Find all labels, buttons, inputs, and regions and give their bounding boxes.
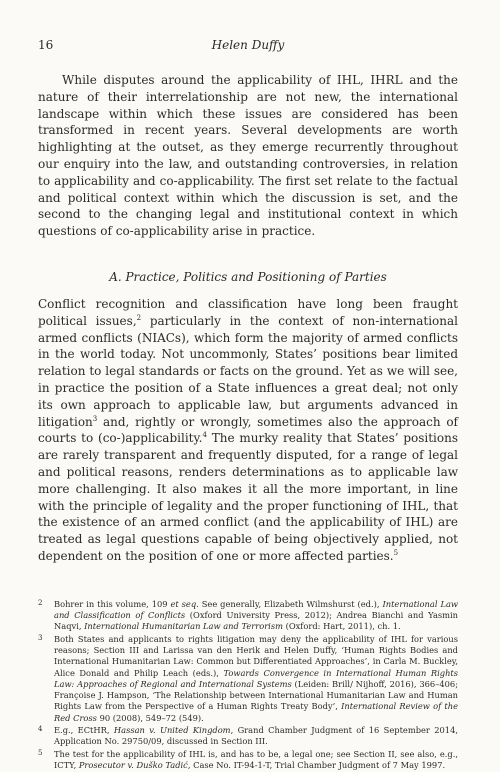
- footnotes: [38, 599, 458, 771]
- footnote-text: . See generally, Elizabeth Wilmshurst (ed.),: [196, 598, 383, 609]
- footnote-2: [38, 599, 458, 633]
- footnote-text: E.g., ECtHR,: [54, 724, 114, 735]
- body-text-2: particularly in the context of non-international armed conflicts (NIACs), which form the majority of armed conflicts in the world today. Not uncommonly, States’ positions bear limited relation to legal standards or facts on the ground. Yet as we will see, in practice the position of a State influences a great deal; not only its own approach to applicable law, but arguments advanced in litigation: [38, 313, 458, 429]
- footnote-italic: International Review of the Red Cross: [54, 701, 459, 723]
- footnote-number: 3: [38, 633, 43, 642]
- footnote-ref-5: 5: [393, 548, 399, 557]
- body-text-1: Conflict recognition and classification have long been fraught political issues,: [38, 296, 458, 328]
- footnote-italic: Prosecutor v. Duško Tadić: [78, 759, 188, 770]
- running-head: Helen Duffy: [211, 38, 285, 52]
- book-page: [38, 38, 458, 772]
- footnote-text: The test for the applicability of IHL is, and has to be, a legal one; see Section II, see also, e.g., ICTY,: [54, 748, 458, 770]
- body-text-3: and, rightly or wrongly, sometimes also the approach of courts to (co-)applicability.: [38, 414, 458, 446]
- footnote-text: 90 (2008), 549–72 (549).: [96, 712, 204, 723]
- body-text-4: The murky reality that States’ positions are rarely transparent and frequently disputed, for a range of legal and political reasons, renders determinations as to applicable law more challenging. It also makes it all the more important, in line with the principle of legality and the proper functioning of IHL, that the existence of an armed conflict (and the applicability of IHL) are treated as legal questions capable of being objectively applied, not dependent on the position of one or more affected parties.: [38, 431, 459, 563]
- intro-paragraph: While disputes around the applicability of IHL, IHRL and the nature of their interrelationship are not new, the international landscape within which these issues are considered has been transformed in recent years. Several developments are worth highlighting at the outset, as they emerge recurrently throughout our enquiry into the law, and outstanding controversies, in relation to applicability and co-applicability. The first set relate to the factual and political context within which the discussion is set, and the second to the changing legal and institutional context in which questions of co-applicability arise in practice.: [38, 73, 458, 239]
- footnote-italic: International Law and Classification of Conflicts: [54, 598, 458, 621]
- footnote-number: 2: [38, 598, 43, 607]
- footnote-italic: International Humanitarian Law and Terrorism: [84, 621, 283, 632]
- footnote-5: [38, 749, 458, 772]
- footnote-4: [38, 725, 458, 748]
- footnote-text: Both States and applicants to rights litigation may deny the applicability of IHL for various reasons; Section III and Larissa van den Herik and Helen Duffy, ‘Human Rights Bodies and International Humanitarian Law: Common but Differentiated Approaches’, in Carla M. Buckley, Alice Donald and Philip Leach (eds.),: [54, 633, 458, 678]
- footnote-text: (Oxford: Hart, 2011), ch. 1.: [282, 621, 401, 632]
- footnote-ref-4: 4: [202, 431, 207, 440]
- footnote-number: 4: [38, 724, 43, 733]
- footnote-3: [38, 634, 458, 724]
- footnote-italic: et seq: [170, 598, 197, 609]
- footnote-italic: Hassan v. United Kingdom: [113, 724, 231, 735]
- page-header: [38, 38, 458, 58]
- footnote-text: (Leiden: Brill/ Nijhoff, 2016), 366–406; Françoise J. Hampson, ‘The Relationship between International Humanitarian Law and Human Rights Law from the Perspective of a Human Rights Treaty Body’,: [54, 678, 458, 712]
- footnote-text: (Oxford University Press, 2012); Andrea Bianchi and Yasmin Naqvi,: [54, 610, 459, 632]
- footnote-text: , Grand Chamber Judgment of 16 September 2014, Application No. 29750/09, discussed in Section III.: [54, 724, 458, 747]
- footnote-ref-3: 3: [92, 414, 98, 423]
- body-paragraph: [38, 296, 458, 565]
- section-heading: A. Practice, Politics and Positioning of Parties: [109, 269, 387, 284]
- footnote-text: Bohrer in this volume, 109: [54, 598, 171, 609]
- footnote-number: 5: [38, 748, 43, 757]
- footnote-italic: Towards Convergence in International Human Rights Law: Approaches of Regional and International Systems: [54, 667, 458, 689]
- page-number: 16: [38, 38, 54, 52]
- footnote-ref-2: 2: [136, 313, 142, 322]
- footnote-text: , Case No. IT-94-1-T, Trial Chamber Judgment of 7 May 1997.: [187, 759, 446, 770]
